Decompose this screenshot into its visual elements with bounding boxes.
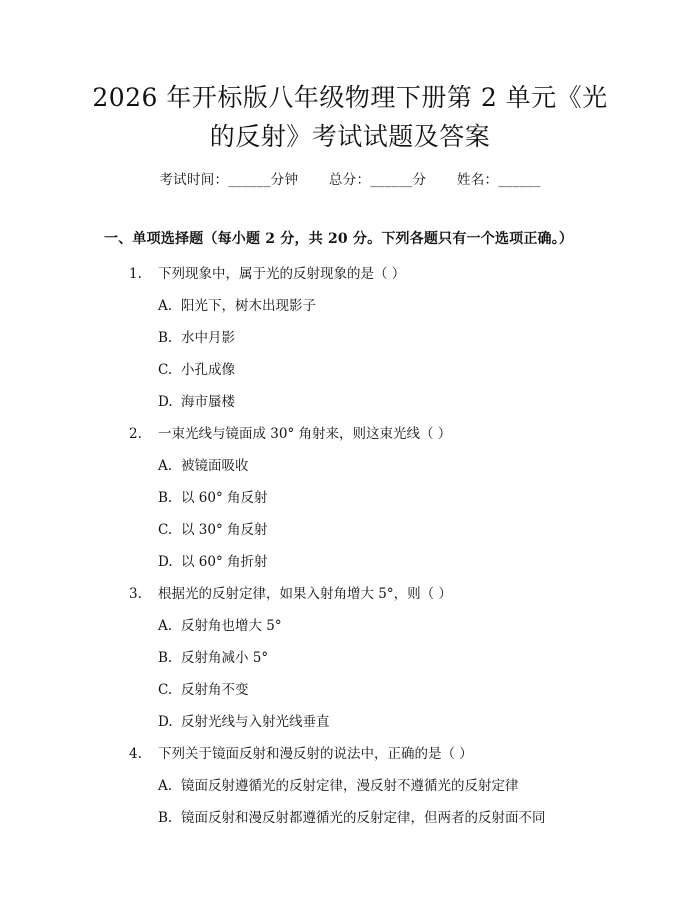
option-text: 以 30° 角反射: [181, 522, 268, 538]
option-text: 阳光下，树木出现影子: [181, 298, 316, 314]
option-4b: [0, 802, 700, 834]
option-text: 镜面反射遵循光的反射定律，漫反射不遵循光的反射定律: [181, 778, 519, 794]
option-3a: [0, 610, 700, 642]
option-letter: C.: [158, 522, 173, 538]
question-number: 4.: [129, 746, 142, 762]
exam-time: 考试时间：______分钟: [159, 172, 299, 188]
option-text: 小孔成像: [181, 362, 235, 378]
option-2c: [0, 514, 700, 546]
question-2: [0, 418, 700, 450]
option-text: 镜面反射和漫反射都遵循光的反射定律，但两者的反射面不同: [181, 810, 546, 826]
question-text: 一束光线与镜面成 30° 角射来，则这束光线（ ）: [158, 426, 452, 442]
title-line-2: 的反射》考试试题及答案: [209, 122, 491, 151]
title-line-1: 2026 年开标版八年级物理下册第 2 单元《光: [92, 83, 608, 112]
option-letter: D.: [158, 554, 173, 570]
option-text: 反射角也增大 5°: [181, 618, 282, 634]
student-name: 姓名：______: [456, 172, 541, 188]
question-number: 2.: [129, 426, 142, 442]
option-3b: [0, 642, 700, 674]
option-text: 反射角减小 5°: [181, 650, 269, 666]
question-list: [0, 258, 700, 834]
option-text: 海市蜃楼: [181, 394, 235, 410]
option-text: 反射光线与入射光线垂直: [181, 714, 330, 730]
option-text: 水中月影: [181, 330, 235, 346]
section-heading: 一、单项选择题（每小题 2 分，共 20 分。下列各题只有一个选项正确。）: [104, 231, 574, 247]
option-letter: D.: [158, 394, 173, 410]
option-letter: A.: [158, 458, 173, 474]
option-letter: A.: [158, 298, 173, 314]
option-3d: [0, 706, 700, 738]
page-title: [80, 78, 620, 156]
option-letter: C.: [158, 362, 173, 378]
option-letter: C.: [158, 682, 173, 698]
question-1: [0, 258, 700, 290]
option-1b: [0, 322, 700, 354]
question-4: [0, 738, 700, 770]
option-2d: [0, 546, 700, 578]
question-3: [0, 578, 700, 610]
question-text: 根据光的反射定律，如果入射角增大 5°，则（ ）: [158, 586, 452, 602]
question-text: 下列关于镜面反射和漫反射的说法中，正确的是（ ）: [158, 746, 473, 762]
question-number: 3.: [129, 586, 142, 602]
option-text: 反射角不变: [181, 682, 249, 698]
option-letter: B.: [158, 810, 173, 826]
option-letter: B.: [158, 490, 173, 506]
option-3c: [0, 674, 700, 706]
option-1a: [0, 290, 700, 322]
exam-meta: [0, 168, 700, 188]
question-text: 下列现象中，属于光的反射现象的是（ ）: [158, 266, 406, 282]
option-letter: A.: [158, 618, 173, 634]
option-1c: [0, 354, 700, 386]
option-letter: D.: [158, 714, 173, 730]
option-text: 以 60° 角折射: [181, 554, 268, 570]
option-4a: [0, 770, 700, 802]
option-letter: A.: [158, 778, 173, 794]
option-text: 以 60° 角反射: [181, 490, 268, 506]
question-number: 1.: [129, 266, 142, 282]
option-1d: [0, 386, 700, 418]
total-score: 总分：______分: [328, 172, 427, 188]
option-letter: B.: [158, 330, 173, 346]
option-letter: B.: [158, 650, 173, 666]
option-2b: [0, 482, 700, 514]
option-2a: [0, 450, 700, 482]
option-text: 被镜面吸收: [181, 458, 249, 474]
